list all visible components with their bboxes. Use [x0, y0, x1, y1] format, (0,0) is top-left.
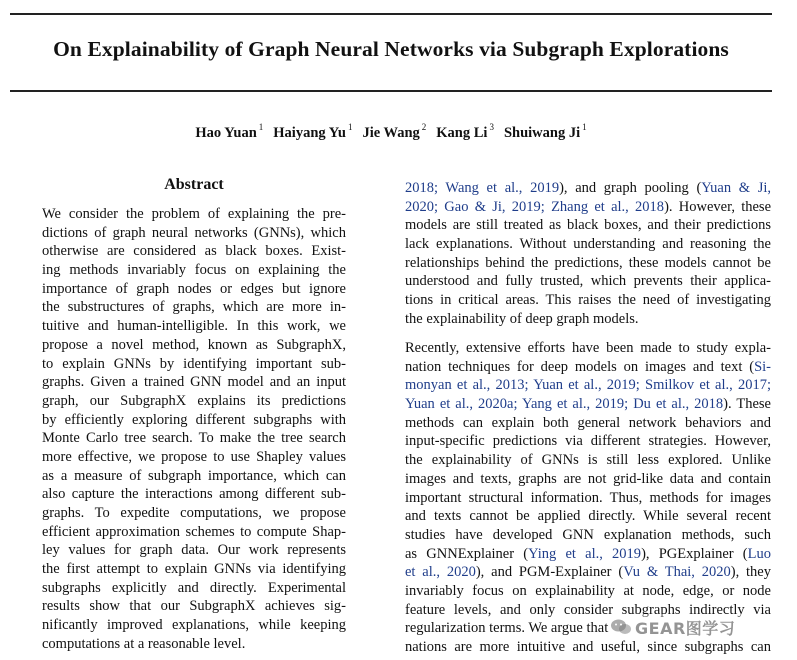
citation-link[interactable]: et al., 2020 [405, 564, 476, 581]
text-line [405, 272, 771, 291]
intro-paragraph-2 [405, 339, 771, 657]
abstract-line: otherwise are considered as black boxes. Exist- [42, 243, 346, 260]
citation-link[interactable]: Luo [747, 545, 771, 562]
text-line [405, 395, 771, 414]
author-name: Hao Yuan $^1$ [195, 122, 264, 141]
citation-link[interactable]: Ying et al., 2019 [528, 545, 642, 562]
abstract-line: graphs. Given a trained GNN model and an input [42, 374, 346, 391]
citation-link[interactable]: monyan et al., 2013; Yuan et al., 2019; Smilkov et al., 2017; [405, 377, 771, 394]
text-segment: input-specific predictions via different strategies. However, [405, 433, 771, 450]
affiliation-marker: 2 [421, 122, 427, 132]
text-segment: the explainability of GNNs is still less explored. Unlike [405, 452, 771, 469]
text-segment: understood and fully trusted, which prevents their applica- [405, 273, 771, 290]
text-segment: models are still treated as black boxes, and their predictions [405, 217, 771, 234]
abstract-line: to explain GNNs by identifying important sub- [42, 355, 346, 372]
text-line [405, 432, 771, 451]
author-name: Haiyang Yu $^1$ [273, 122, 353, 141]
wechat-logo-icon [610, 618, 632, 636]
citation-link[interactable]: 2018; Wang et al., 2019 [405, 180, 560, 196]
affiliation-marker: 3 [489, 122, 494, 132]
text-segment: ). These [723, 396, 771, 413]
abstract-line: ley values for graph data. Our work represents [42, 542, 346, 559]
text-line [405, 310, 771, 329]
citation-link[interactable]: 2020; Gao & Ji, 2019; Zhang et al., 2018 [405, 198, 665, 215]
text-line [405, 216, 771, 235]
text-segment: ), PGExplainer ( [641, 545, 748, 562]
affiliation-marker: 1 [347, 122, 353, 132]
abstract-heading: Abstract [164, 176, 224, 193]
abstract-line: the first attempt to explain GNNs via identifying [42, 561, 346, 578]
abstract-line: propose a novel method, known as SubgraphX, [42, 336, 346, 353]
abstract-line: graph, our SubgraphX explains its predictions [42, 392, 346, 409]
text-line [405, 638, 771, 657]
text-segment: and texts cannot be applied directly. While several recent [405, 508, 771, 525]
abstract-line: also capture the interactions among different sub- [42, 486, 346, 503]
abstract-line: nificantly improved explanations, while keeping [42, 617, 346, 634]
abstract-line: dictions of graph neural networks (GNNs), which [42, 224, 346, 241]
citation-link[interactable]: Yuan & Ji, [701, 180, 772, 196]
abstract-line: graphs. To expedite computations, we propose [42, 505, 346, 521]
text-segment: ), and PGM-Explainer ( [475, 564, 624, 581]
text-segment: lack explanations. Without understanding and reasoning the [405, 236, 771, 253]
text-segment: ), and graph pooling ( [559, 180, 702, 196]
title-top-rule [10, 13, 772, 15]
abstract-line: subgraphs explicitly and directly. Experimental [42, 579, 346, 596]
text-segment: ). However, these [664, 198, 772, 215]
text-line [405, 489, 771, 508]
abstract-line: more effective, we propose to use Shapley values [42, 448, 346, 465]
text-line [405, 414, 771, 433]
abstract-line: tuitive and human-intelligible. In this work, we [42, 318, 346, 335]
text-segment: Recently, extensive efforts have been made to study expla- [405, 340, 771, 356]
text-segment: nations are more intuitive and useful, since subgraphs can [405, 639, 771, 655]
title-bottom-rule [10, 90, 772, 92]
text-segment: regularization terms. We argue that [405, 620, 609, 637]
text-line [405, 339, 771, 358]
author-name: Jie Wang $^2$ [362, 122, 427, 141]
watermark-text: GEAR图学习 [635, 618, 736, 638]
abstract-line: efficient approximation schemes to compute Shap- [42, 523, 346, 540]
abstract-line: by efficiently exploring different subgraphs with [42, 411, 346, 428]
author-name: Kang Li $^3$ [436, 122, 494, 141]
text-line [405, 470, 771, 489]
abstract-line: importance of graph nodes or edges but ignore [42, 280, 346, 297]
abstract-line: the substructures of graphs, which are more in- [42, 299, 346, 316]
text-segment: studies have developed GNN explanation methods, such [405, 526, 771, 543]
text-line [405, 291, 771, 310]
text-line [405, 235, 771, 254]
abstract-line: as a measure of subgraph importance, which can [42, 467, 346, 484]
paper-title: On Explainability of Graph Neural Networks via Subgraph Explorations [53, 37, 729, 61]
abstract-line: We consider the problem of explaining the pre- [42, 206, 346, 222]
text-line [405, 582, 771, 601]
author-name: Shuiwang Ji $^1$ [503, 122, 587, 141]
citation-link[interactable]: Yuan et al., 2020a; Yang et al., 2019; Du et al., 2018 [405, 396, 724, 413]
text-line [405, 376, 771, 395]
text-segment: feature levels, and only consider subgraphs indirectly via [405, 601, 771, 618]
text-line [405, 526, 771, 545]
text-line [405, 545, 771, 564]
text-line [405, 358, 771, 377]
affiliation-marker: 1 [582, 122, 587, 132]
text-segment: as GNNExplainer ( [405, 545, 529, 562]
text-segment: ), they [730, 564, 771, 581]
text-segment: invariably focus on explainability at node, edge, or node [405, 582, 771, 599]
watermark [610, 614, 782, 640]
text-line [405, 507, 771, 526]
abstract-line: Monte Carlo tree search. To make the tree search [42, 430, 346, 447]
text-segment: the explainability of deep graph models. [405, 310, 639, 327]
abstract-line: ing methods invariably focus on explaining the [42, 262, 346, 279]
text-line [405, 563, 771, 582]
text-segment: nation techniques for deep models on images and text ( [405, 358, 755, 375]
abstract-body [42, 205, 346, 654]
citation-link[interactable]: Vu & Thai, 2020 [623, 564, 731, 581]
text-line [405, 198, 771, 217]
text-line [405, 451, 771, 470]
citation-link[interactable]: Si- [754, 358, 771, 375]
author-list [0, 123, 782, 142]
affiliation-marker: 1 [258, 122, 264, 132]
text-segment: important structural information. Thus, methods for images [405, 489, 771, 506]
text-segment: tions in critical areas. This raises the need of investigating [405, 292, 771, 309]
text-line [405, 254, 771, 273]
abstract-line: computations at a reasonable level. [42, 635, 246, 652]
text-segment: images and texts, graphs are not grid-like data and contain [405, 470, 771, 487]
text-line [405, 179, 771, 198]
abstract-line: results show that our SubgraphX achieves sig- [42, 598, 346, 615]
text-segment: relationships behind the predictions, these models cannot be [405, 254, 771, 271]
text-segment: methods can explain both general network behaviors and [405, 414, 771, 431]
intro-paragraph-1 [405, 179, 771, 329]
